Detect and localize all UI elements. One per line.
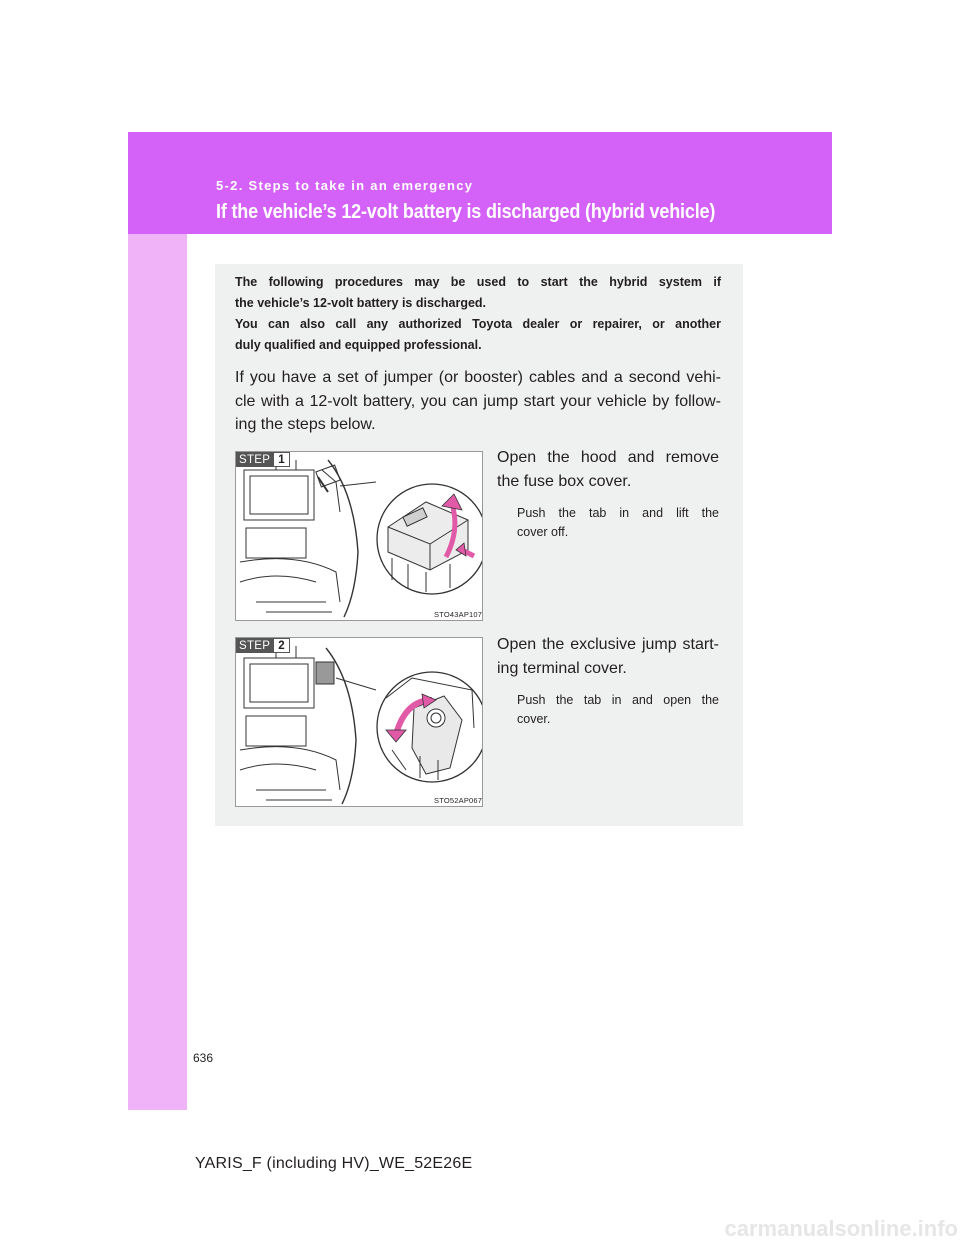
- step-1-tag: [236, 452, 290, 467]
- step-instruction-line: Open the exclusive jump start-: [497, 636, 719, 653]
- page-number: 636: [193, 1051, 214, 1065]
- step-2-illustration: [235, 637, 483, 807]
- step-tag-number: 1: [273, 452, 289, 467]
- intro-body-line: ing the steps below.: [235, 416, 376, 433]
- watermark-text: carmanualsonline.info: [724, 1216, 958, 1241]
- figure-code: STO52AP067: [434, 796, 483, 805]
- step-note: [517, 504, 719, 542]
- step-note-line: Push the tab in and open the: [517, 693, 719, 707]
- step-tag-word: STEP: [236, 452, 273, 467]
- step-tag-word: STEP: [236, 638, 273, 653]
- intro-body-paragraph: [235, 366, 721, 437]
- engine-bay-terminal-cover-illustration: [236, 638, 483, 807]
- step-instruction: [497, 633, 719, 681]
- figure-code: STO43AP107: [434, 610, 483, 619]
- step-instruction-line: the fuse box cover.: [497, 473, 632, 490]
- step-note: [517, 691, 719, 729]
- section-label: 5-2. Steps to take in an emergency: [216, 178, 474, 193]
- watermark: [560, 1212, 960, 1242]
- intro-bold-line: duly qualified and equipped professional.: [235, 338, 482, 352]
- step-instruction-line: ing terminal cover.: [497, 660, 627, 677]
- step-note-line: Push the tab in and lift the: [517, 506, 719, 520]
- footer-document-code: YARIS_F (including HV)_WE_52E26E: [195, 1155, 473, 1172]
- step-2-text: [497, 633, 719, 729]
- intro-body-line: cle with a 12-volt battery, you can jump start your vehicle by follow-: [235, 392, 721, 410]
- intro-bold-line: the vehicle’s 12-volt battery is discharged.: [235, 296, 487, 310]
- step-instruction: [497, 446, 719, 494]
- page-title: If the vehicle’s 12-volt battery is discharged (hybrid vehicle): [216, 201, 716, 223]
- step-1-text: [497, 446, 719, 542]
- step-note-line: cover off.: [517, 525, 569, 539]
- step-note-line: cover.: [517, 712, 551, 726]
- step-2-tag: [236, 638, 290, 653]
- step-instruction-line: Open the hood and remove: [497, 449, 719, 466]
- engine-bay-fuse-box-illustration: [236, 452, 483, 621]
- step-1-illustration: [235, 451, 483, 621]
- side-strip: [128, 132, 187, 1110]
- step-tag-number: 2: [273, 638, 289, 653]
- intro-body-line: If you have a set of jumper (or booster) cables and a second vehi-: [235, 369, 721, 386]
- intro-bold-line: You can also call any authorized Toyota dealer or repairer, or another: [235, 317, 721, 331]
- intro-bold-paragraph: [235, 272, 721, 356]
- intro-bold-line: The following procedures may be used to start the hybrid system if: [235, 275, 721, 289]
